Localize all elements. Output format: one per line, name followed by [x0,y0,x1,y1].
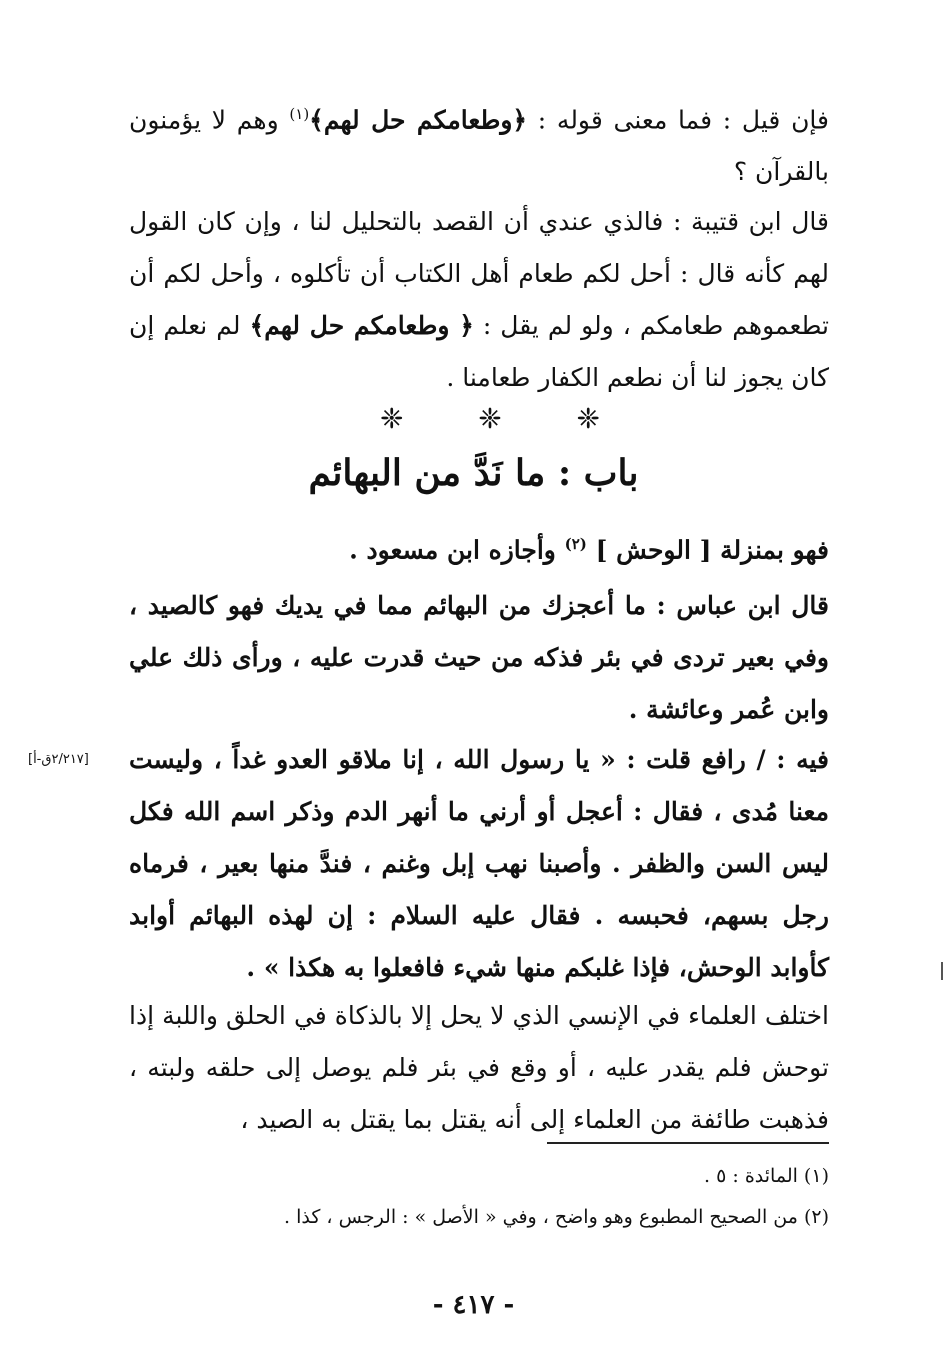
page-number: - ٤١٧ - [432,1290,515,1320]
section-separator [380,402,600,435]
scan-edge-mark [941,962,943,980]
paragraph-hadith: فيه : / رافع قلت : « يا رسول الله ، إنا ملاقو العدو غداً ، وليست معنا مُدى ، فقال : أعجل أو أرني ما أنهر الدم وذكر اسم الله فكل ليس السن والظفر . وأصبنا نهب إبل وغنم ، فندَّ منها بعير ، فرماه رجل بسهم، فحبسه . فقال عليه السلام : إن لهذه البهائم أوابد كأوابد الوحش، فإذا غلبكم منها شيء فافعلوا به هكذا » . [129,745,829,982]
manuscript-folio-ref: [٢/٢١٧ق-أ] [28,752,89,767]
quran-quote-1: ﴿وطعامكم حل لهم﴾ [309,105,528,135]
paragraph-ibn-qutayba [129,196,829,404]
paragraph-ibn-abbas: قال ابن عباس : ما أعجزك من البهائم مما في يديك فهو كالصيد ، وفي بعير تردى في بئر فذكه من حيث قدرت عليه ، ورأى ذلك علي وابن عُمر وعائشة . [129,591,829,724]
paragraph-intro [129,518,829,576]
footnote-ref-1[interactable]: (١) [289,105,310,123]
footnote-1: (١) المائدة : ٥ . [704,1165,829,1187]
footnote-divider [547,1142,829,1144]
chapter-heading: باب : ما نَدَّ من البهائم [308,452,639,494]
paragraph-ibn-qutayba-text-a: قال ابن قتيبة : فالذي عندي أن القصد بالتحليل لنا ، وإن كان القول لهم كأنه قال : أحل لكم طعام أهل الكتاب أن تأكلوه ، وأحل لكم أن تطعموهم طعامكم ، ولو لم يقل : [129,207,829,340]
paragraph-ibn-qutayba-text-b: لم نعلم إن كان يجوز لنا أن نطعم الكفار طعامنا . [129,311,829,392]
footnote-ref-2[interactable]: (٢) [564,535,587,553]
star-ornament-icon: ❈ [478,402,502,435]
star-ornament-icon: ❈ [380,402,404,435]
quran-quote-2: ﴿ وطعامكم حل لهم﴾ [249,311,474,340]
paragraph-intro-text-b: وأجازه ابن مسعود . [349,535,565,565]
paragraph-question [129,88,829,198]
paragraph-intro-text-a: فهو بمنزلة [ الوحش ] [586,535,829,565]
paragraph-question-text-a: فإن قيل : فما معنى قوله : [527,105,829,135]
footnote-2: (٢) من الصحيح المطبوع وهو واضح ، وفي « الأصل » : الرجس ، كذا . [284,1206,829,1228]
paragraph-question-text-b: وهم لا يؤمنون بالقرآن ؟ [129,105,829,187]
paragraph-scholars: اختلف العلماء في الإنسي الذي لا يحل إلا بالذكاة في الحلق واللبة إذا توحش فلم يقدر عليه ، أو وقع في بئر فلم يوصل إلى حلقه ولبته ، فذهبت طائفة من العلماء إلى أنه يقتل بما يقتل به الصيد ، [129,1001,829,1134]
star-ornament-icon: ❈ [576,402,600,435]
